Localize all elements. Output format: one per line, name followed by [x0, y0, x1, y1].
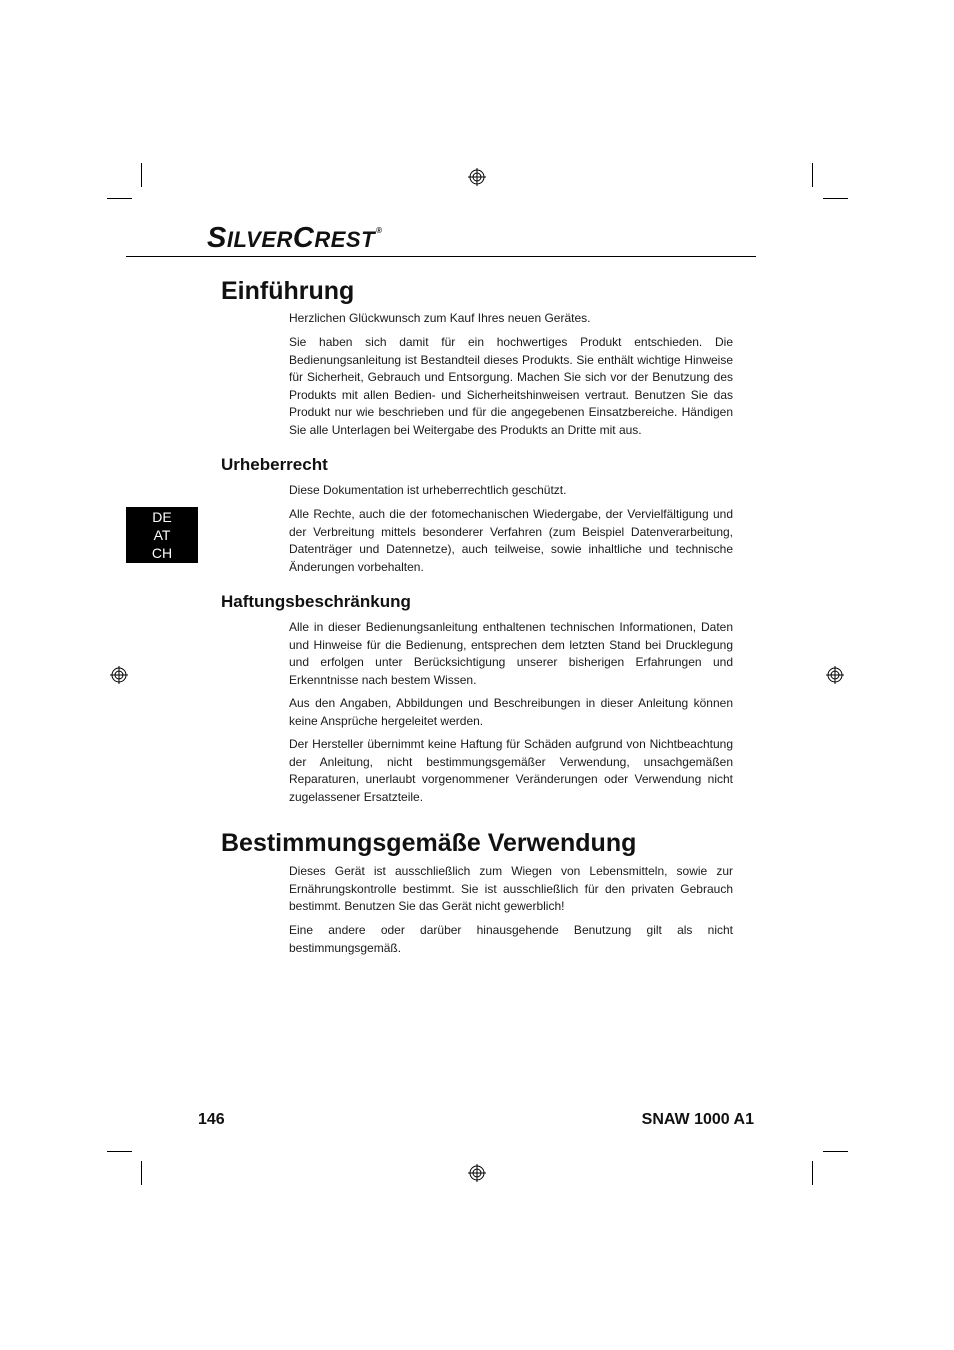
brand-logo: SILVERCREST®: [207, 222, 383, 254]
crop-mark: [812, 1161, 813, 1185]
section-title-bestimmung: Bestimmungsgemäße Verwendung: [221, 829, 637, 857]
section-title-urheberrecht: Urheberrecht: [221, 455, 328, 474]
header-rule: [126, 256, 756, 257]
language-tab: [126, 507, 198, 563]
crop-mark: [107, 198, 132, 199]
crop-mark: [823, 1151, 848, 1152]
crop-mark: [812, 163, 813, 187]
paragraph: Der Hersteller übernimmt keine Haftung für Schäden aufgrund von Nichtbeachtung der Anleitung, nicht bestimmungsgemäßer Verwendung, unsachgemäßen Reparaturen, unerlaubt vorgenommener Veränderungen oder Verwendung nicht zugelassener Ersatzteile.: [289, 737, 733, 804]
paragraph: Herzlichen Glückwunsch zum Kauf Ihres neuen Gerätes.: [289, 311, 591, 325]
paragraph: Alle in dieser Bedienungsanleitung enthaltenen technischen Informationen, Daten und Hinweise für die Bedienung, entsprechen dem letzten Stand bei Drucklegung und erfolgen unter Berücksichtigung unserer bisherigen Erfahrungen und Erkenntnisse nach bestem Wissen.: [289, 620, 733, 687]
language-code: CH: [151, 545, 173, 561]
registration-mark-icon: [110, 666, 128, 684]
registration-mark-icon: [468, 168, 486, 186]
language-code: DE: [152, 509, 172, 525]
model-number: SNAW 1000 A1: [641, 1111, 754, 1128]
registration-mark-icon: [468, 1164, 486, 1182]
section-title-haftung: Haftungsbeschränkung: [221, 592, 411, 611]
paragraph: Alle Rechte, auch die der fotomechanischen Wiedergabe, der Vervielfältigung und der Verbreitung mittels besonderer Verfahren (zum Beispiel Datenverarbeitung, Datenträger und Datennetze), auch teilweise, sowie inhaltliche und technische Änderungen vorbehalten.: [289, 507, 733, 574]
paragraph: Aus den Angaben, Abbildungen und Beschreibungen in dieser Anleitung können keine Ansprüche hergeleitet werden.: [289, 696, 733, 728]
registration-mark-icon: [826, 666, 844, 684]
section-title-einfuehrung: Einführung: [221, 277, 355, 305]
paragraph: Sie haben sich damit für ein hochwertiges Produkt entschieden. Die Bedienungsanleitung ist Bestandteil dieses Produkts. Sie enthält wichtige Hinweise für Sicherheit, Gebrauch und Entsorgung. Machen Sie sich vor der Benutzung des Produkts mit allen Bedien- und Sicherheitshinweisen vertraut. Benutzen Sie das Produkt nur wie beschrieben und für die angegebenen Einsatzbereiche. Händigen Sie alle Unterlagen bei Weitergabe des Produkts an Dritte mit aus.: [289, 335, 733, 437]
crop-mark: [823, 198, 848, 199]
paragraph: Eine andere oder darüber hinausgehende Benutzung gilt als nicht bestimmungsgemäß.: [289, 923, 733, 955]
page-number: 146: [198, 1111, 225, 1128]
crop-mark: [141, 163, 142, 187]
crop-mark: [141, 1161, 142, 1185]
language-code: AT: [153, 527, 171, 543]
crop-mark: [107, 1151, 132, 1152]
paragraph: Diese Dokumentation ist urheberrechtlich geschützt.: [289, 483, 567, 497]
paragraph: Dieses Gerät ist ausschließlich zum Wiegen von Lebensmitteln, sowie zur Ernährungskontrolle bestimmt. Sie ist ausschließlich für den privaten Gebrauch bestimmt. Benutzen Sie das Gerät nicht gewerblich!: [289, 864, 733, 913]
